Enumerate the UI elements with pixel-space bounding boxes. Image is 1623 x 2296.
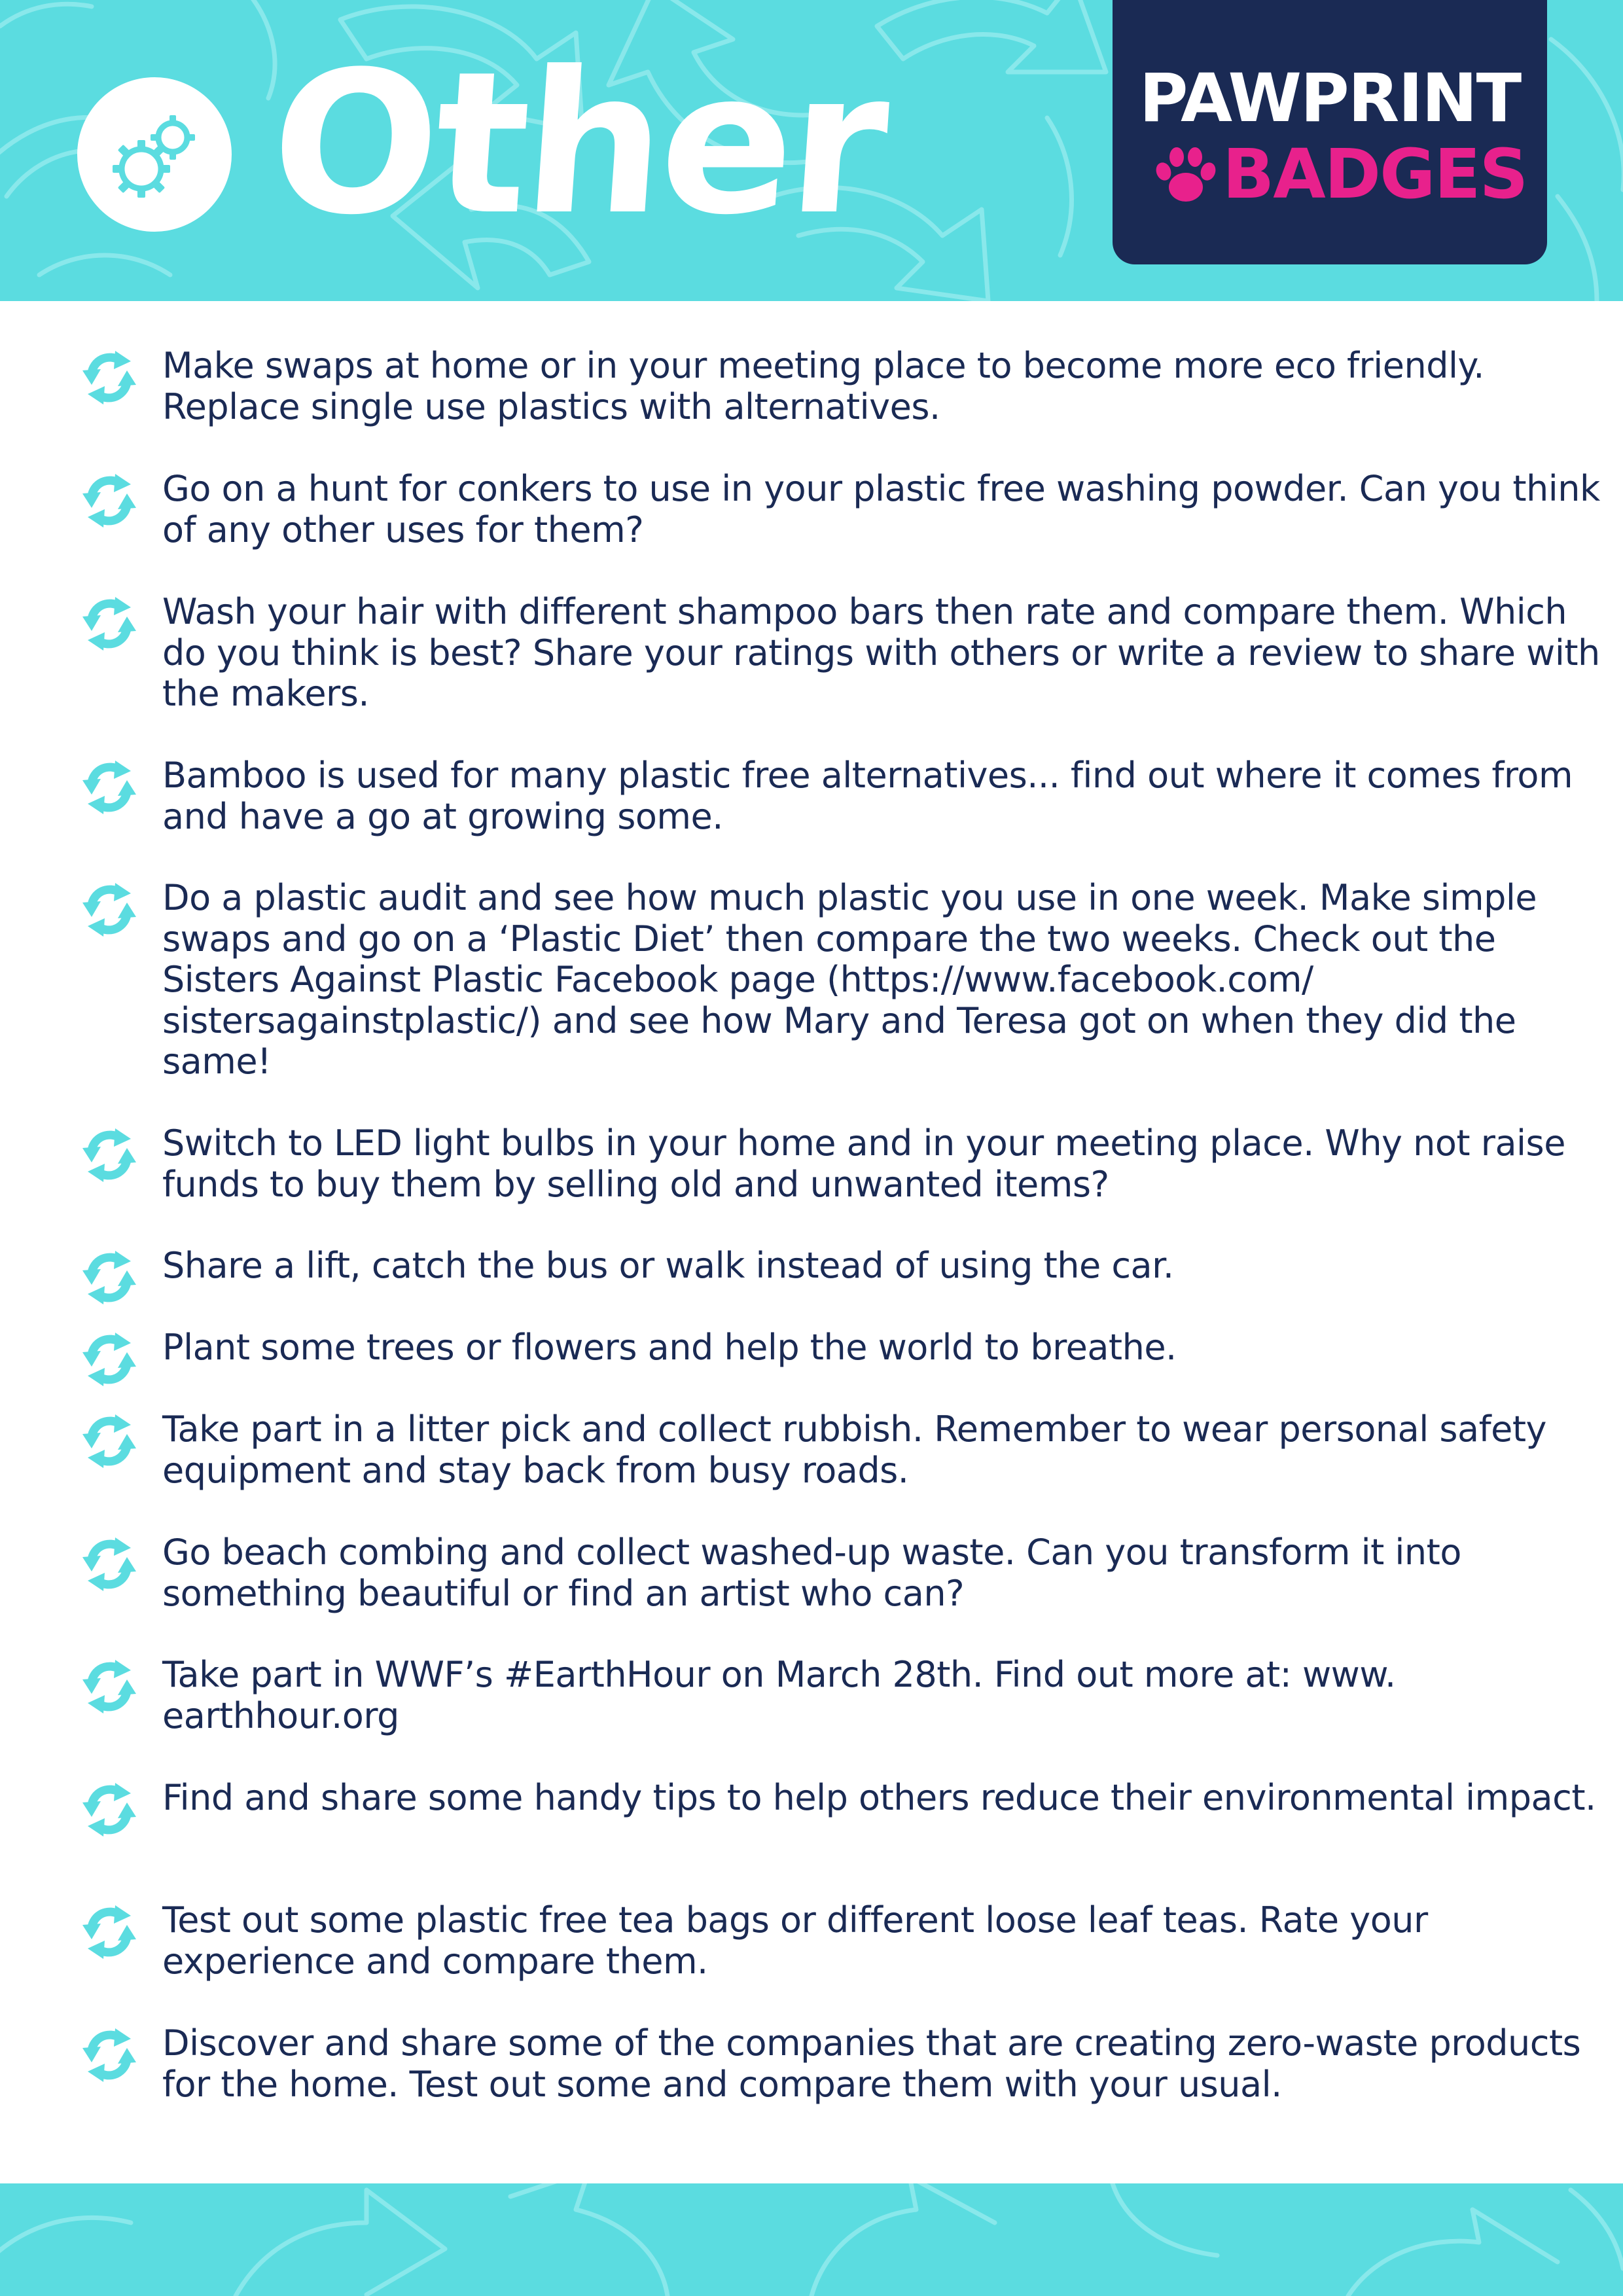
list-item-text: Go on a hunt for conkers to use in your plastic free washing powder. Can you think of any other uses for them? [162,468,1600,550]
list-item-text: Discover and share some of the companies that are creating zero-waste products for the home. Test out some and compare them with your usual. [162,2022,1581,2105]
list-item-text: Share a lift, catch the bus or walk instead of using the car. [162,1245,1174,1286]
list-item-text: Do a plastic audit and see how much plastic you use in one week. Make simple swaps and go on a ‘Plastic Diet’ then compare the two weeks. Check out the Sisters Against Plastic Facebook page (https://www.facebook.com/ sistersagainstplastic/) and see how Mary and Teresa got on when they did the same! [162,877,1537,1082]
recycle-icon [79,879,140,941]
recycle-icon [79,1329,140,1390]
list-item-text: Test out some plastic free tea bags or different loose leaf teas. Rate your experience and compare them. [162,1899,1428,1982]
page-title: Other [264,29,891,258]
brand-line-1: PAWPRINT [1139,60,1521,137]
recycle-icon [79,1247,140,1308]
header-banner [0,0,1623,301]
recycle-icon [79,470,140,531]
recycle-icon [79,1410,140,1472]
recycle-icon [79,593,140,655]
recycle-icon [79,347,140,408]
list-item-text: Make swaps at home or in your meeting place to become more eco friendly. Replace single use plastics with alternatives. [162,345,1484,427]
list-item-text: Find and share some handy tips to help others reduce their environmental impact. [162,1777,1596,1818]
footer-banner [0,2183,1623,2296]
recycle-icon [79,2024,140,2086]
brand-line-2: BADGES [1222,134,1527,214]
recycle-icon [79,1779,140,1840]
paw-icon [1152,143,1220,211]
list-item-text: Take part in WWF’s #EarthHour on March 28th. Find out more at: www. earthhour.org [162,1654,1396,1736]
gears-icon [77,77,232,232]
brand-logo [1113,0,1547,264]
list-item-text: Switch to LED light bulbs in your home and in your meeting place. Why not raise funds to buy them by selling old and unwanted items? [162,1122,1565,1205]
list-item-text: Wash your hair with different shampoo bars then rate and compare them. Which do you think is best? Share your ratings with others or write a review to share with the makers. [162,591,1600,714]
recycle-icon [79,757,140,818]
list-item-text: Go beach combing and collect washed-up waste. Can you transform it into something beautiful or find an artist who can? [162,1532,1461,1614]
list-item-text: Bamboo is used for many plastic free alternatives... find out where it comes from and have a go at growing some. [162,755,1573,837]
arrow-pattern-decoration [0,2183,1623,2296]
recycle-icon [79,1901,140,1963]
recycle-icon [79,1124,140,1186]
recycle-icon [79,1656,140,1717]
list-item-text: Plant some trees or flowers and help the world to breathe. [162,1327,1177,1368]
recycle-icon [79,1534,140,1595]
list-item-text: Take part in a litter pick and collect rubbish. Remember to wear personal safety equipment and stay back from busy roads. [162,1408,1546,1491]
